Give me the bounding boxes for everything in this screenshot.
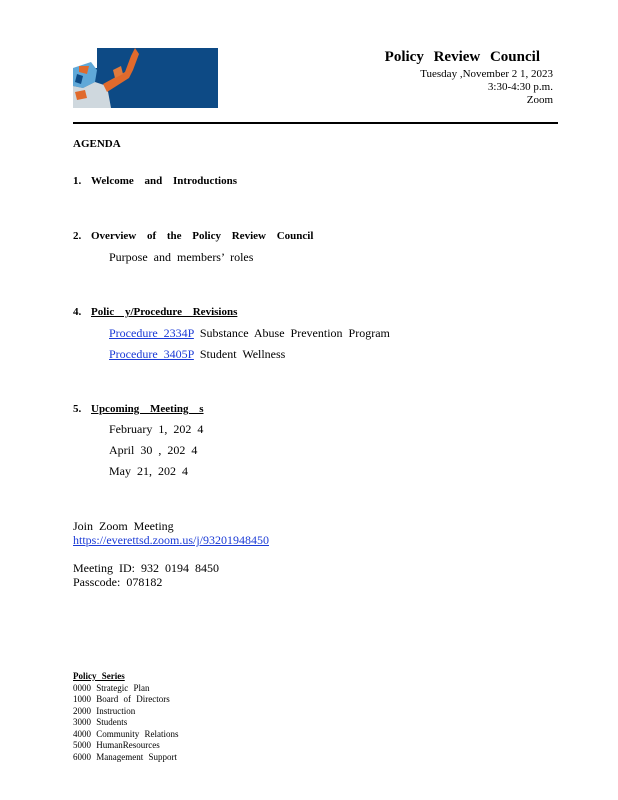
- zoom-meeting-link[interactable]: https://everettsd.zoom.us/j/93201948450: [73, 533, 269, 547]
- item-number: 1.: [73, 175, 82, 187]
- policy-series-list: [73, 671, 179, 763]
- agenda-heading: AGENDA: [73, 138, 121, 150]
- procedure-3405p-link[interactable]: Procedure 3405P: [109, 347, 194, 361]
- header-divider: [73, 122, 558, 124]
- meeting-id: Meeting ID: 932 0194 8450: [73, 561, 219, 575]
- item-number: 2.: [73, 230, 82, 242]
- passcode: Passcode: 078182: [73, 575, 163, 589]
- procedure-2334p-link[interactable]: Procedure 2334P: [109, 326, 194, 340]
- agenda-item-1: [73, 175, 237, 187]
- policy-series-heading: Policy Series: [73, 671, 125, 681]
- item-title: Overview of the Policy Review Council: [91, 230, 314, 242]
- agenda-item-5: [73, 403, 204, 415]
- list-item: May 21, 202 4: [109, 464, 188, 478]
- list-item: Purpose and members’ roles: [109, 250, 254, 264]
- list-item: 5000 HumanResources: [73, 740, 160, 750]
- zoom-join-label: Join Zoom Meeting: [73, 519, 174, 533]
- meeting-location: Zoom: [526, 94, 553, 106]
- meeting-time: 3:30-4:30 p.m.: [487, 81, 553, 93]
- list-item: 3000 Students: [73, 717, 128, 727]
- item-title: Upcoming Meeting s: [91, 403, 204, 415]
- list-item: 2000 Instruction: [73, 705, 136, 716]
- district-logo: [73, 48, 218, 108]
- item-number: 4.: [73, 306, 82, 318]
- list-item: 0000 Strategic Plan: [73, 682, 150, 693]
- list-item: February 1, 202 4: [109, 422, 204, 436]
- list-item: 1000 Board of Directors: [73, 694, 170, 704]
- agenda-item-4: [73, 306, 237, 318]
- item-title: Welcome and Introductions: [91, 175, 237, 187]
- document-title: Policy Review Council: [384, 49, 540, 65]
- list-item: April 30 , 202 4: [109, 443, 198, 457]
- item-title: Polic y/Procedure Revisions: [91, 306, 238, 318]
- list-item: 4000 Community Relations: [73, 728, 179, 739]
- list-item: Procedure 3405P Student Wellness: [109, 347, 286, 361]
- list-item: 6000 Management Support: [73, 751, 177, 762]
- item-number: 5.: [73, 403, 82, 415]
- list-item: Procedure 2334P Substance Abuse Prevention Program: [109, 326, 390, 340]
- meeting-date: Tuesday ,November 2 1, 2023: [420, 68, 553, 80]
- agenda-item-2: [73, 230, 313, 242]
